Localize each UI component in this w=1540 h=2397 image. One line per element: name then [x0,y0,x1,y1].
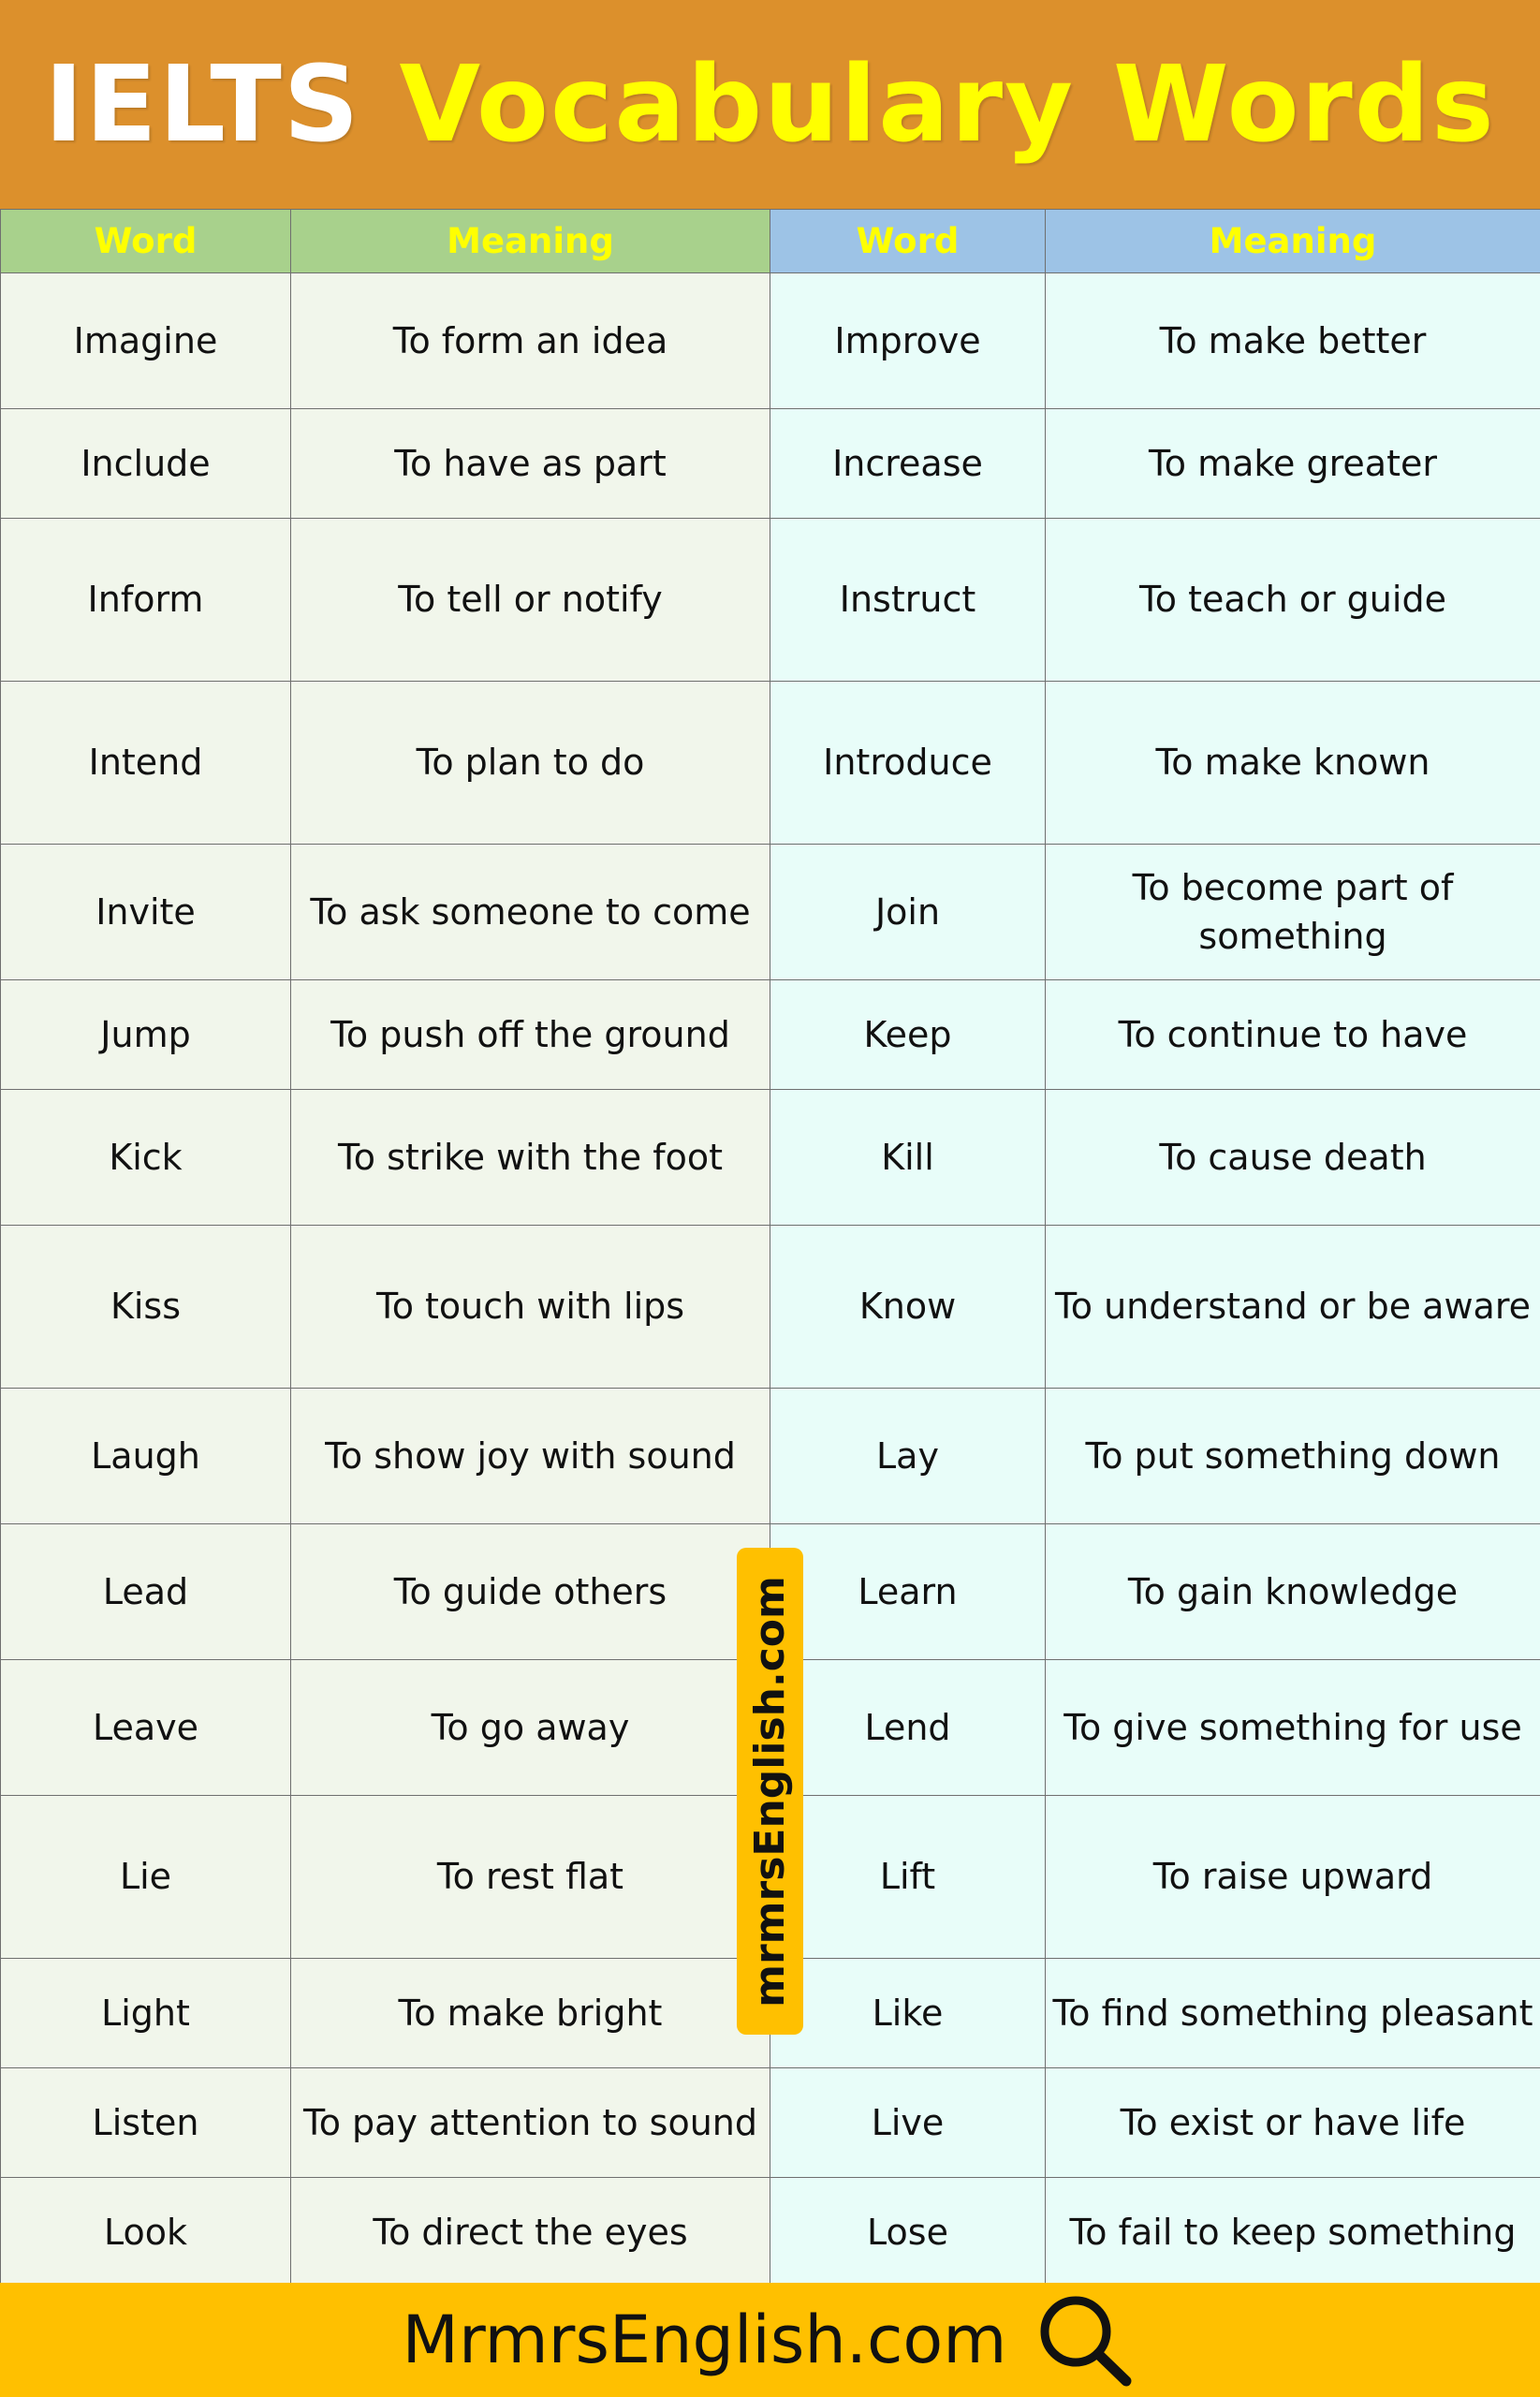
meaning-cell: To cause death [1046,1090,1540,1226]
table-row [1,1090,1540,1226]
meaning-cell: To put something down [1046,1389,1540,1524]
meaning-cell: To form an idea [291,273,770,409]
watermark-text: mrmrsEnglish.com [746,1575,794,2007]
word-cell: Like [770,1959,1046,2068]
word-cell: Instruct [770,519,1046,682]
meaning-cell: To ask someone to come [291,845,770,980]
meaning-cell: To direct the eyes [291,2178,770,2287]
word-cell: Inform [1,519,291,682]
word-cell: Keep [770,980,1046,1090]
word-cell: Increase [770,409,1046,519]
word-cell: Lend [770,1660,1046,1796]
meaning-cell: To find something pleasant [1046,1959,1540,2068]
word-cell: Lay [770,1389,1046,1524]
meaning-cell: To understand or be aware [1046,1226,1540,1389]
word-cell: Intend [1,682,291,845]
meaning-cell: To make bright [291,1959,770,2068]
word-cell: Light [1,1959,291,2068]
word-cell: Improve [770,273,1046,409]
word-cell: Include [1,409,291,519]
meaning-cell: To exist or have life [1046,2068,1540,2178]
meaning-cell: To make greater [1046,409,1540,519]
word-cell: Imagine [1,273,291,409]
meaning-cell: To pay attention to sound [291,2068,770,2178]
word-cell: Introduce [770,682,1046,845]
meaning-cell: To make better [1046,273,1540,409]
meaning-cell: To make known [1046,682,1540,845]
meaning-cell: To gain knowledge [1046,1524,1540,1660]
word-cell: Live [770,2068,1046,2178]
meaning-cell: To give something for use [1046,1660,1540,1796]
title-vocabulary-words: Vocabulary Words [399,43,1496,166]
meaning-cell: To rest flat [291,1796,770,1959]
table-row [1,519,1540,682]
table-row [1,2178,1540,2287]
word-cell: Lie [1,1796,291,1959]
meaning-cell: To tell or notify [291,519,770,682]
word-cell: Jump [1,980,291,1090]
table-row [1,980,1540,1090]
word-cell: Listen [1,2068,291,2178]
meaning-cell: To show joy with sound [291,1389,770,1524]
search-icon [1033,2291,1137,2389]
word-cell: Lose [770,2178,1046,2287]
word-cell: Leave [1,1660,291,1796]
word-cell: Laugh [1,1389,291,1524]
table-row [1,682,1540,845]
table-row [1,1389,1540,1524]
word-cell: Know [770,1226,1046,1389]
table-header-row [1,210,1540,273]
footer-website: MrmrsEnglish.com [402,2301,1007,2378]
word-cell: Look [1,2178,291,2287]
word-cell: Learn [770,1524,1046,1660]
title-ielts: IELTS [44,43,361,166]
column-header-meaning-left: Meaning [291,210,770,273]
watermark-badge [737,1548,803,2035]
table-row [1,409,1540,519]
column-header-word-left: Word [1,210,291,273]
word-cell: Kiss [1,1226,291,1389]
page-header [0,0,1540,209]
meaning-cell: To plan to do [291,682,770,845]
table-row [1,1226,1540,1389]
meaning-cell: To push off the ground [291,980,770,1090]
meaning-cell: To guide others [291,1524,770,1660]
meaning-cell: To continue to have [1046,980,1540,1090]
word-cell: Kick [1,1090,291,1226]
table-row [1,845,1540,980]
word-cell: Lead [1,1524,291,1660]
word-cell: Lift [770,1796,1046,1959]
meaning-cell: To fail to keep something [1046,2178,1540,2287]
meaning-cell: To go away [291,1660,770,1796]
meaning-cell: To teach or guide [1046,519,1540,682]
page-title [44,44,1495,166]
meaning-cell: To become part of something [1046,845,1540,980]
word-cell: Kill [770,1090,1046,1226]
page-footer [0,2283,1540,2397]
word-cell: Invite [1,845,291,980]
column-header-meaning-right: Meaning [1046,210,1540,273]
column-header-word-right: Word [770,210,1046,273]
word-cell: Join [770,845,1046,980]
meaning-cell: To have as part [291,409,770,519]
meaning-cell: To strike with the foot [291,1090,770,1226]
table-row [1,2068,1540,2178]
table-row [1,273,1540,409]
meaning-cell: To raise upward [1046,1796,1540,1959]
meaning-cell: To touch with lips [291,1226,770,1389]
